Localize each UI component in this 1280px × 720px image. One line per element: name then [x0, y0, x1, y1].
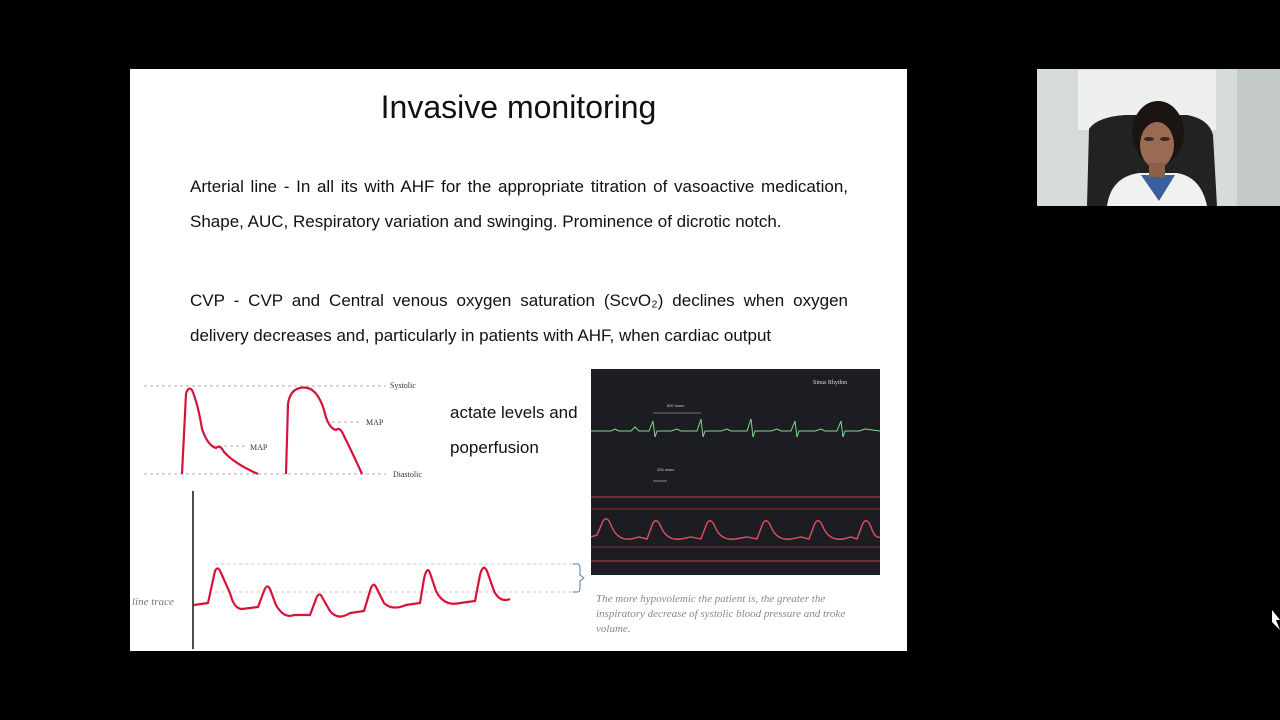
hypoperfusion-text-fragment: poperfusion: [450, 438, 539, 457]
mouse-cursor-icon: [1272, 610, 1280, 650]
systolic-label: Systolic: [390, 381, 416, 390]
map-label-2: MAP: [366, 418, 384, 427]
webcam-video-feed[interactable]: [1037, 69, 1280, 206]
arterial-line-paragraph: Arterial line - In all its with AHF for the appropriate titration of vasoactive medication, Shape, AUC, Respiratory variation and swinging. Prominence of dicrotic notch.: [190, 177, 848, 231]
monitor-photo: [591, 369, 880, 575]
line-trace-diagram: [130, 487, 590, 651]
monitor-caption: The more hypovolemic the patient is, the greater the inspiratory decrease of systolic blood pressure and troke volume.: [596, 593, 846, 635]
monitor-screen: [591, 369, 880, 575]
diastolic-label: Diastolic: [393, 470, 422, 479]
rhythm-label: Sinus Rhythm: [813, 380, 848, 386]
presentation-slide: [130, 69, 907, 651]
map-label-1: MAP: [250, 443, 268, 452]
presenter-video: [1037, 69, 1280, 206]
line-trace-label: line trace: [132, 596, 174, 608]
cvp-paragraph: CVP - CVP and Central venous oxygen saturation (ScvO₂) declines when oxygen delivery decreases and, particularly in patients with AHF, when cardiac output: [190, 291, 848, 345]
marker-top-label: 800 msec: [667, 403, 685, 408]
marker-bottom-label: 200 msec: [657, 467, 675, 472]
slide-title: Invasive monitoring: [380, 89, 657, 125]
arterial-waveform-diagram: [140, 374, 440, 484]
lactate-text-fragment: actate levels and: [450, 403, 578, 422]
